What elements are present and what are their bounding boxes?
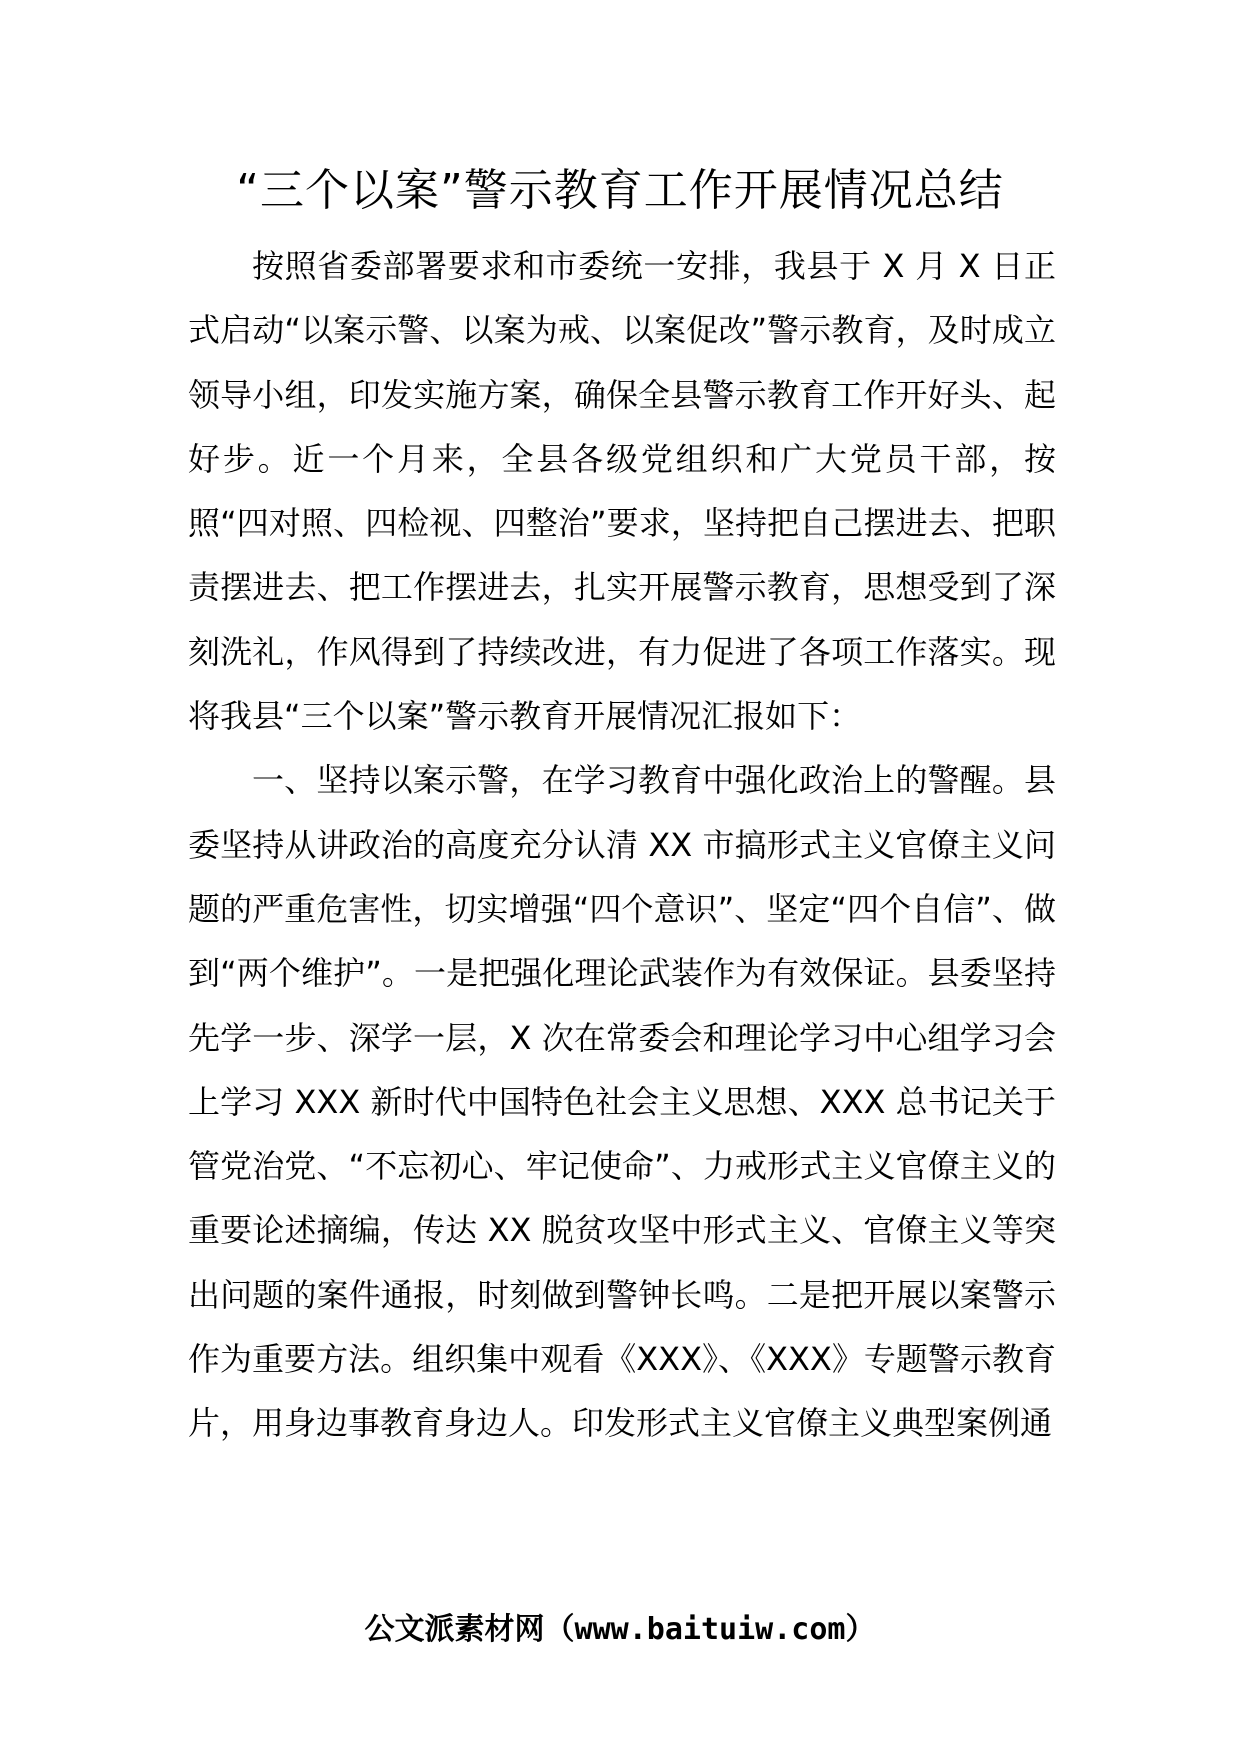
paragraph-section-one: 一、坚持以案示警，在学习教育中强化政治上的警醒。县委坚持从讲政治的高度充分认清 XX 市搞形式主义官僚主义问题的严重危害性，切实增强“四个意识”、坚定“四个自信”、做到“两个维护”。一是把强化理论武装作为有效保证。县委坚持先学一步、深学一层，X 次在常委会和理论学习中心组学习会上学习 XXX 新时代中国特色社会主义思想、XXX 总书记关于管党治党、“不忘初心、牢记使命”、力戒形式主义官僚主义的重要论述摘编，传达 XX 脱贫攻坚中形式主义、官僚主义等突出问题的案件通报，时刻做到警钟长鸣。二是把开展以案警示作为重要方法。组织集中观看《XXX》、《XXX》专题警示教育片，用身边事教育身边人。印发形式主义官僚主义典型案例通 (188, 761, 1056, 1443)
document-title: “三个以案”警示教育工作开展情况总结 (236, 165, 1004, 216)
watermark-footer: 公文派素材网（www.baituiw.com） (364, 1612, 876, 1647)
paragraph-intro: 按照省委部署要求和市委统一安排，我县于 X 月 X 日正式启动“以案示警、以案为戒、以案促改”警示教育，及时成立领导小组，印发实施方案，确保全县警示教育工作开好头、起好步。近一个月来，全县各级党组织和广大党员干部，按照“四对照、四检视、四整治”要求，坚持把自己摆进去、把职责摆进去、把工作摆进去，扎实开展警示教育，思想受到了深刻洗礼，作风得到了持续改进，有力促进了各项工作落实。现将我县“三个以案”警示教育开展情况汇报如下： (188, 247, 1056, 736)
document-body (188, 234, 1056, 1456)
